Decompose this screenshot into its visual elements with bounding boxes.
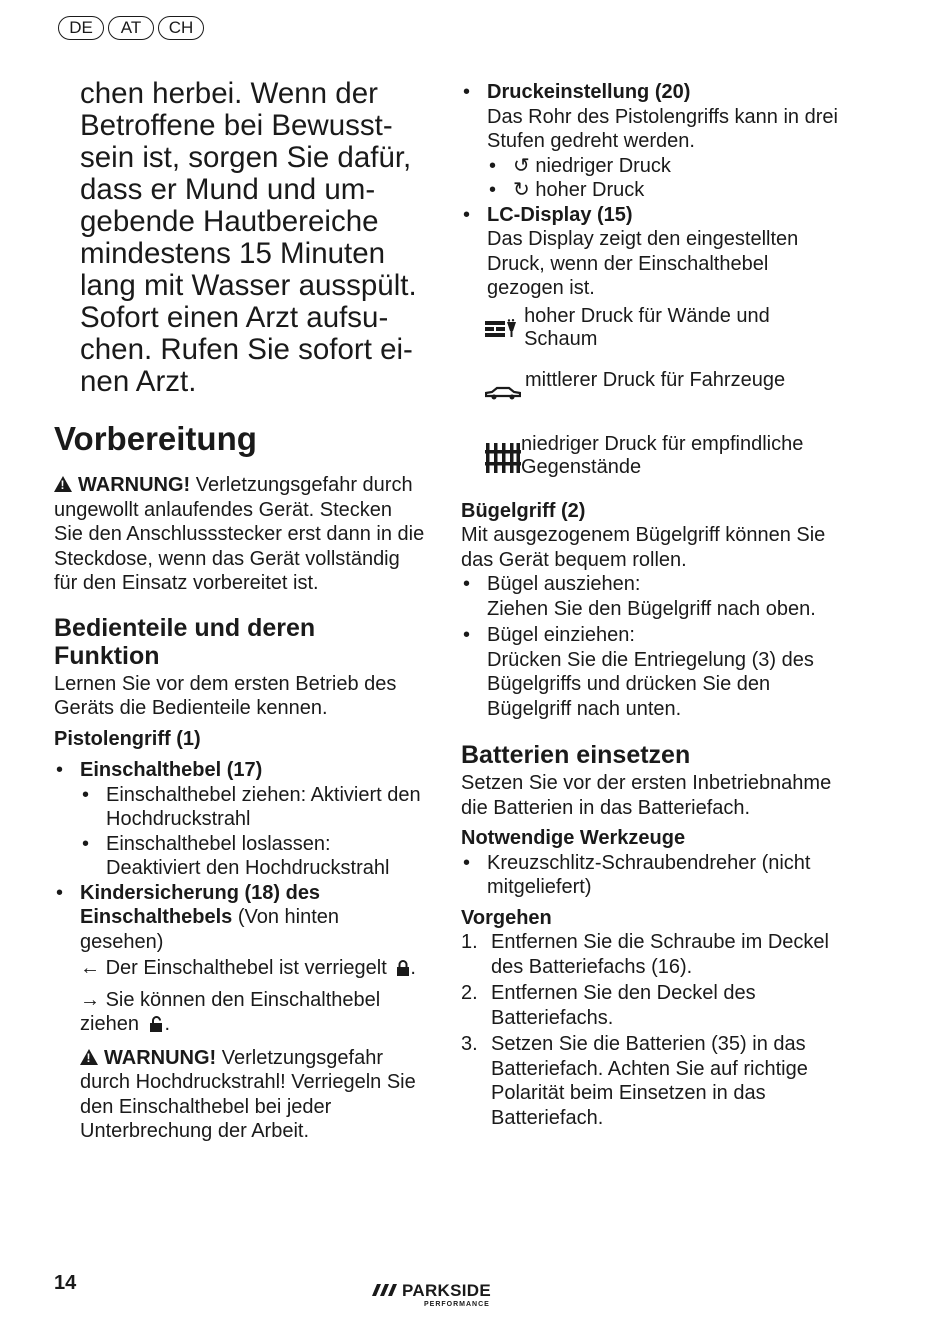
extend-text: Ziehen Sie den Bügelgriff nach oben.: [487, 597, 816, 620]
list-item-display: [461, 203, 841, 301]
lock-open-icon: [149, 1015, 165, 1040]
step-number: 1.: [461, 931, 478, 953]
warning-icon: [80, 1049, 98, 1065]
lock-text: Der Einschalthebel ist verriegelt: [105, 957, 387, 979]
high-pressure-text: hoher Druck: [535, 179, 645, 201]
display-mode-high: [461, 305, 841, 353]
list-item-low-pressure: [487, 154, 841, 179]
lock-line: ← Der Einschalthebel ist verriegelt .: [80, 956, 426, 984]
child-lock-title: Kindersicherung (18) des Einschalthebels: [80, 881, 321, 928]
list-item-pressure: [461, 80, 841, 203]
pressure-text: Das Rohr des Pistolengriffs kann in drei Stufen gedreht werden.: [487, 105, 838, 152]
trigger-item-text: Einschalthebel ziehen: Aktiviert den Hochdruckstrahl: [106, 783, 421, 830]
child-lock-note: (Von hinten gesehen): [80, 906, 340, 953]
car-icon: [461, 369, 525, 417]
controls-intro: Lernen Sie vor dem ersten Betrieb des Geräts die Bedienteile kennen.: [54, 672, 397, 719]
low-pressure-text: niedriger Druck: [535, 154, 671, 177]
page-number: 14: [54, 1272, 77, 1294]
right-column: [461, 80, 841, 1130]
list-item-extend: [461, 572, 841, 621]
pressure-title: Druckeinstellung (20): [487, 81, 691, 103]
procedure-step: [461, 1032, 841, 1130]
list-item-tool: [461, 851, 841, 900]
intro-line: dass er Mund und um-: [80, 173, 376, 206]
list-item: [80, 783, 426, 832]
retract-title: Bügel einziehen:: [487, 624, 635, 646]
batteries-title: Batterien einsetzen: [461, 741, 691, 769]
display-mode-text: hoher Druck für Wände und Schaum: [524, 304, 770, 350]
tool-text: Kreuzschlitz-Schraubendreher (nicht mitgeliefert): [487, 851, 811, 898]
step-number: 3.: [461, 1033, 478, 1055]
intro-line: nen Arzt.: [80, 365, 197, 398]
intro-line: lang mit Wasser ausspült.: [80, 269, 417, 302]
warning2-paragraph: [80, 1046, 426, 1144]
wall-foam-icon: [461, 305, 524, 353]
intro-line: gebende Hautbereiche: [80, 205, 379, 238]
warning-paragraph: [54, 473, 426, 596]
badge-de: DE: [58, 16, 104, 40]
list-item-high-pressure: [487, 178, 841, 203]
country-badges: [58, 16, 204, 40]
intro-line: mindestens 15 Minuten: [80, 237, 386, 270]
warning2-text: Verletzungsgefahr durch Hochdruckstrahl! Verriegeln Sie den Einschalthebel bei jeder Unterbrechung der Arbeit.: [80, 1046, 416, 1142]
pistol-grip-title: Pistolengriff (1): [54, 727, 201, 750]
intro-line: Sofort einen Arzt aufsu-: [80, 301, 389, 334]
procedure-title: Vorgehen: [461, 906, 552, 929]
list-item-child-lock: [54, 881, 426, 1144]
brand-sub: PERFORMANCE: [424, 1301, 490, 1308]
display-mode-low: [461, 433, 841, 481]
trigger-item-text: Einschalthebel loslassen: Deaktiviert den Hochdruckstrahl: [106, 832, 390, 879]
left-column: [54, 473, 426, 1144]
intro-paragraph: [80, 78, 430, 398]
step-text: Setzen Sie die Batterien (35) in das Batteriefach. Achten Sie auf richtige Polarität beim Einsetzen in das Batteriefach.: [491, 1033, 808, 1129]
intro-line: chen herbei. Wenn der: [80, 77, 378, 110]
trigger-title: Einschalthebel (17): [80, 759, 263, 781]
badge-at: AT: [108, 16, 154, 40]
lock-closed-icon: [396, 959, 410, 984]
intro-line: Betroffene bei Bewusst-: [80, 109, 393, 142]
step-text: Entfernen Sie die Schraube im Deckel des Batteriefachs (16).: [491, 931, 829, 978]
extend-title: Bügel ausziehen:: [487, 573, 641, 595]
arrow-right-icon: →: [80, 988, 100, 1011]
brand-name: PARKSIDE: [402, 1281, 491, 1300]
badge-ch: CH: [158, 16, 204, 40]
list-item-retract: [461, 623, 841, 721]
procedure-step: [461, 981, 841, 1030]
display-title: LC-Display (15): [487, 203, 633, 226]
display-mode-text: niedriger Druck für empfindliche Gegenstände: [521, 432, 804, 478]
step-number: 2.: [461, 982, 478, 1004]
handle-title: Bügelgriff (2): [461, 499, 586, 522]
section-title: Vorbereitung: [54, 420, 257, 457]
controls-title: Bedienteile und deren Funktion: [54, 613, 316, 670]
fence-icon: [461, 433, 521, 481]
handle-text: Mit ausgezogenem Bügelgriff können Sie das Gerät bequem rollen.: [461, 524, 826, 571]
parkside-logo: [370, 1282, 530, 1318]
retract-text: Drücken Sie die Entriegelung (3) des Bügelgriffs und drücken Sie den Bügelgriff nach unten.: [487, 648, 814, 720]
warning-icon: [54, 476, 72, 492]
unlock-line: → Sie können den Einschalthebel ziehen .: [80, 988, 426, 1040]
display-text: Das Display zeigt den eingestellten Druck, wenn der Einschalthebel gezogen ist.: [487, 228, 799, 299]
arrow-left-icon: ←: [80, 957, 100, 979]
step-text: Entfernen Sie den Deckel des Batteriefachs.: [491, 982, 756, 1029]
procedure-step: [461, 930, 841, 979]
list-item-trigger: [54, 758, 426, 881]
display-mode-medium: [461, 369, 841, 417]
intro-line: sein ist, sorgen Sie dafür,: [80, 141, 412, 174]
unlock-text: Sie können den Einschalthebel ziehen: [80, 988, 381, 1035]
display-mode-text: mittlerer Druck für Fahrzeuge: [525, 368, 786, 391]
intro-line: chen. Rufen Sie sofort ei-: [80, 333, 413, 366]
rotate-cw-icon: ↻: [513, 179, 530, 201]
warning-label: WARNUNG!: [104, 1046, 217, 1069]
warning-text: Verletzungsgefahr durch ungewollt anlaufendes Gerät. Stecken Sie den Anschlussstecker erst dann in die Steckdose, wenn das Gerät vollständig für den Einsatz vorbereitet ist.: [54, 474, 425, 594]
list-item: [80, 832, 426, 881]
batteries-text: Setzen Sie vor der ersten Inbetriebnahme die Batterien in das Batteriefach.: [461, 772, 832, 819]
warning-label: WARNUNG!: [78, 474, 191, 496]
tools-title: Notwendige Werkzeuge: [461, 827, 686, 849]
rotate-ccw-icon: ↺: [513, 154, 530, 177]
